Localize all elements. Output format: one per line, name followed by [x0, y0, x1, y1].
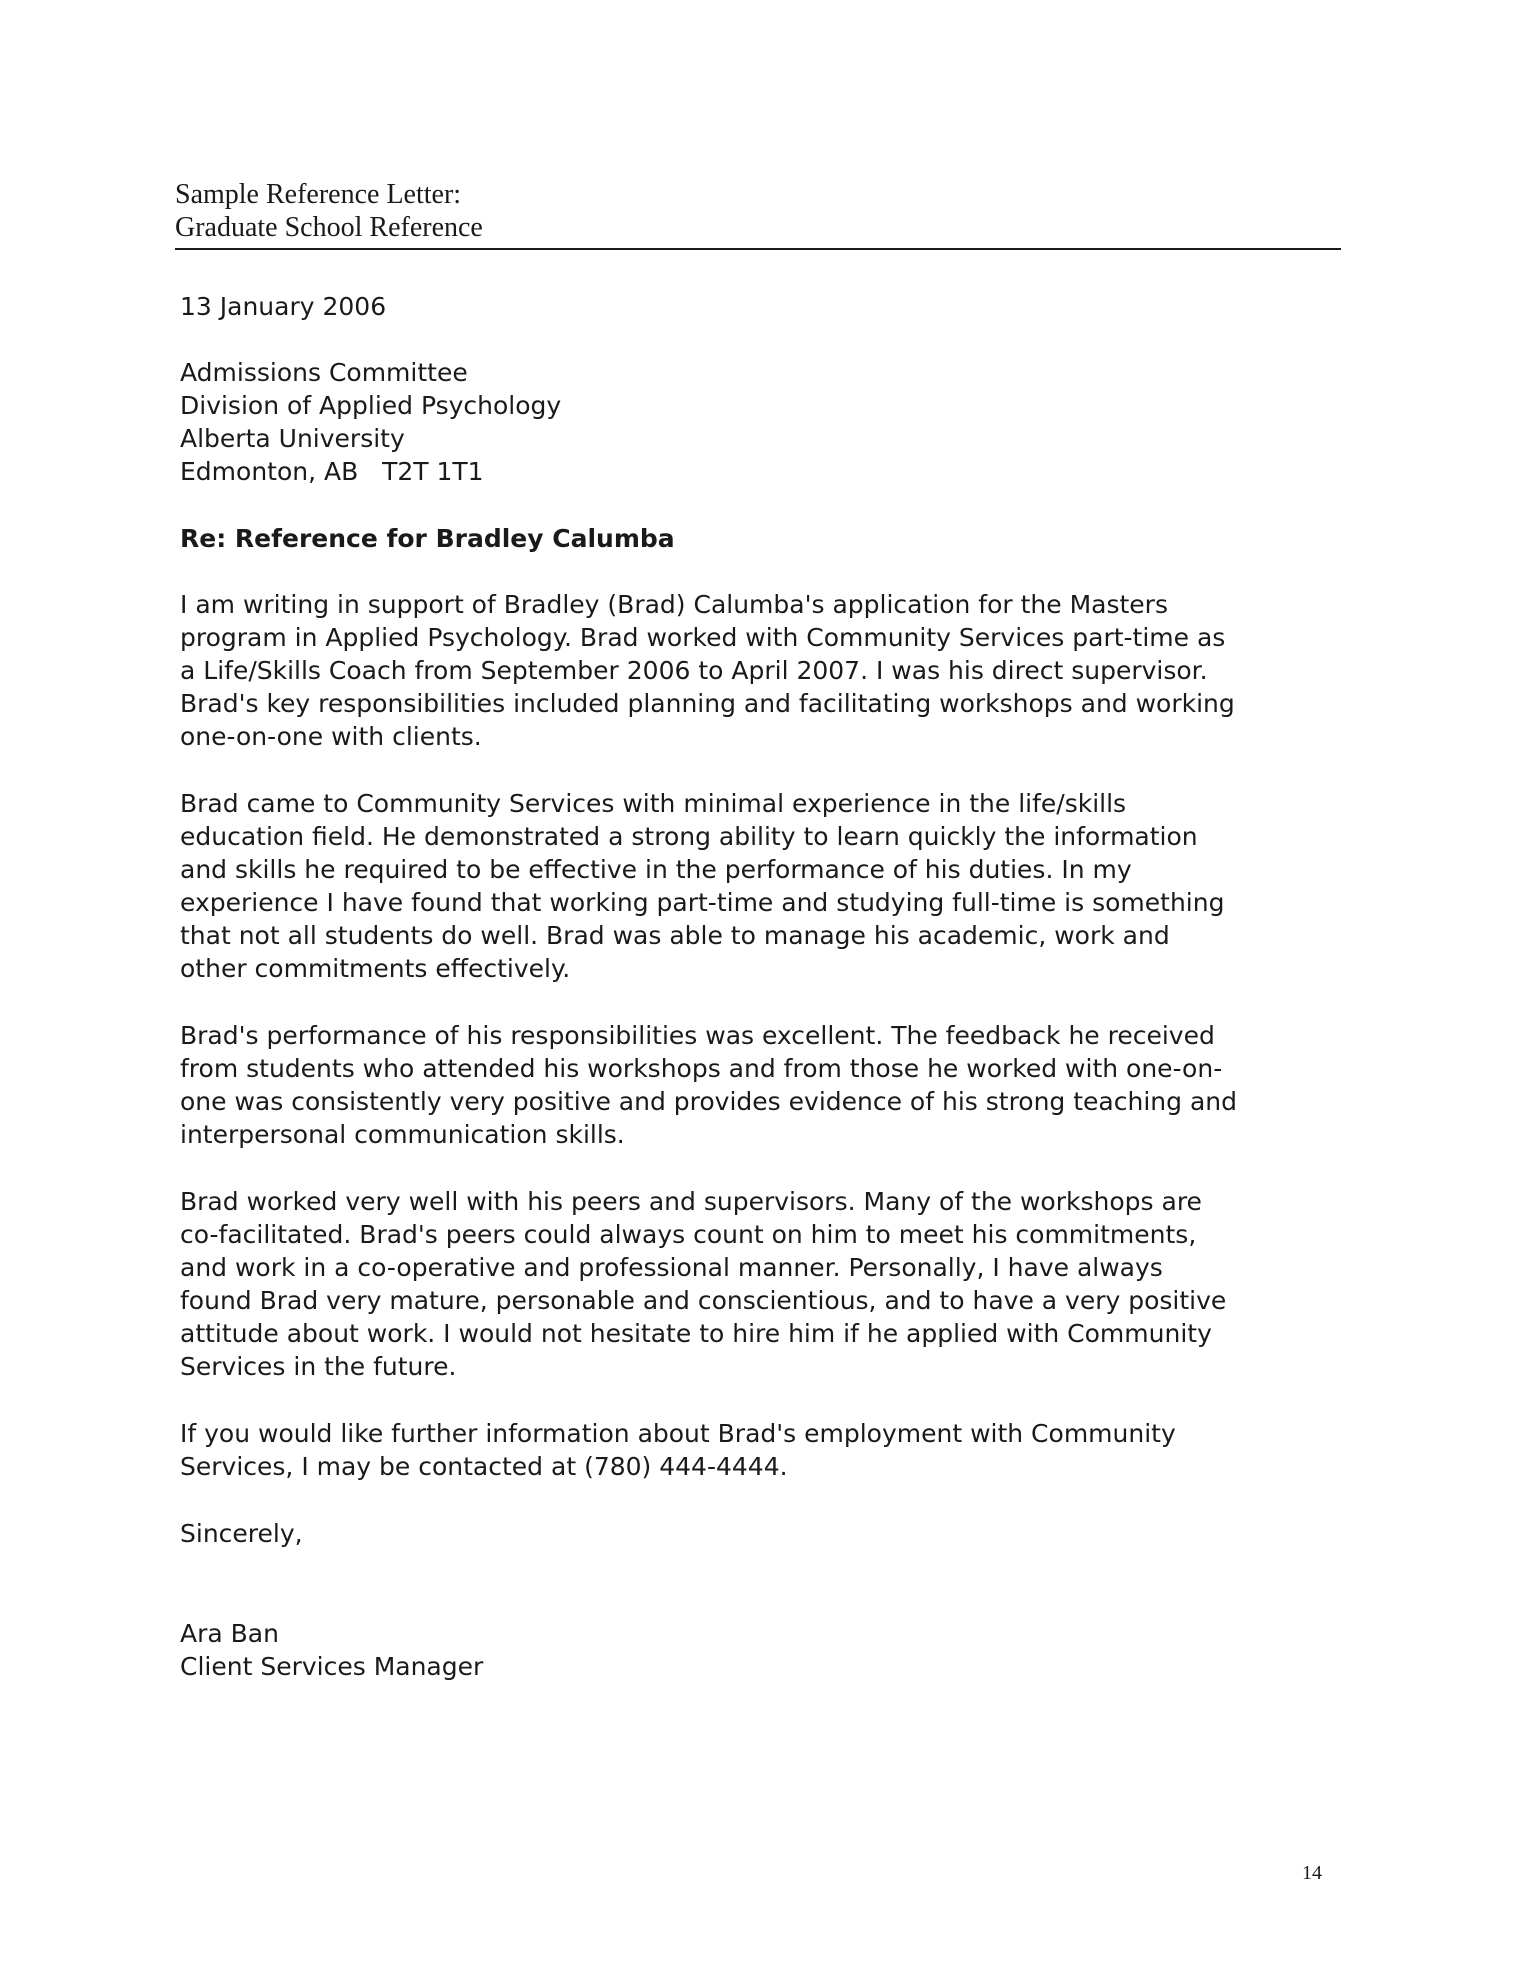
paragraph-line: other commitments effectively.	[180, 954, 571, 983]
paragraph-line: that not all students do well. Brad was able to manage his academic, work and	[180, 921, 1170, 950]
letter-subject: Re: Reference for Bradley Calumba	[180, 524, 675, 553]
paragraph-line: education field. He demonstrated a strong ability to learn quickly the information	[180, 822, 1198, 851]
paragraph-1	[180, 588, 1350, 753]
paragraph-line: one was consistently very positive and provides evidence of his strong teaching and	[180, 1087, 1237, 1116]
signer-name: Ara Ban	[180, 1619, 279, 1648]
paragraph-line: I am writing in support of Bradley (Brad) Calumba's application for the Masters	[180, 590, 1168, 619]
paragraph-line: Brad's performance of his responsibilities was excellent. The feedback he received	[180, 1021, 1215, 1050]
document-header	[175, 178, 1341, 244]
signer-title: Client Services Manager	[180, 1652, 484, 1681]
paragraph-line: a Life/Skills Coach from September 2006 to April 2007. I was his direct supervisor.	[180, 656, 1208, 685]
recipient-address	[180, 356, 1350, 488]
paragraph-line: Brad worked very well with his peers and supervisors. Many of the workshops are	[180, 1187, 1202, 1216]
address-line: Alberta University	[180, 424, 405, 453]
paragraph-line: Services, I may be contacted at (780) 444-4444.	[180, 1452, 788, 1481]
paragraph-line: from students who attended his workshops and from those he worked with one-on-	[180, 1054, 1223, 1083]
letter-closing: Sincerely,	[180, 1519, 303, 1548]
paragraph-line: Brad's key responsibilities included planning and facilitating workshops and working	[180, 689, 1235, 718]
paragraph-line: experience I have found that working part-time and studying full-time is something	[180, 888, 1225, 917]
paragraph-line: interpersonal communication skills.	[180, 1120, 625, 1149]
paragraph-2	[180, 787, 1350, 985]
paragraph-5	[180, 1417, 1350, 1483]
paragraph-line: Brad came to Community Services with minimal experience in the life/skills	[180, 789, 1127, 818]
header-title: Sample Reference Letter:	[175, 179, 462, 210]
paragraph-3	[180, 1019, 1350, 1151]
paragraph-line: one-on-one with clients.	[180, 722, 482, 751]
address-line: Edmonton, AB T2T 1T1	[180, 457, 484, 486]
signature-block	[180, 1617, 1350, 1683]
address-line: Admissions Committee	[180, 358, 468, 387]
paragraph-line: If you would like further information about Brad's employment with Community	[180, 1419, 1176, 1448]
paragraph-line: attitude about work. I would not hesitate to hire him if he applied with Community	[180, 1319, 1212, 1348]
paragraph-line: and work in a co-operative and professional manner. Personally, I have always	[180, 1253, 1163, 1282]
page-number: 14	[1302, 1862, 1322, 1884]
paragraph-line: co-facilitated. Brad's peers could always count on him to meet his commitments,	[180, 1220, 1197, 1249]
paragraph-line: and skills he required to be effective in the performance of his duties. In my	[180, 855, 1132, 884]
paragraph-line: Services in the future.	[180, 1352, 457, 1381]
header-divider	[175, 248, 1341, 250]
header-subtitle: Graduate School Reference	[175, 212, 483, 243]
address-line: Division of Applied Psychology	[180, 391, 562, 420]
paragraph-4	[180, 1185, 1350, 1383]
paragraph-line: program in Applied Psychology. Brad worked with Community Services part-time as	[180, 623, 1226, 652]
paragraph-line: found Brad very mature, personable and conscientious, and to have a very positive	[180, 1286, 1227, 1315]
letter-date: 13 January 2006	[180, 292, 387, 321]
